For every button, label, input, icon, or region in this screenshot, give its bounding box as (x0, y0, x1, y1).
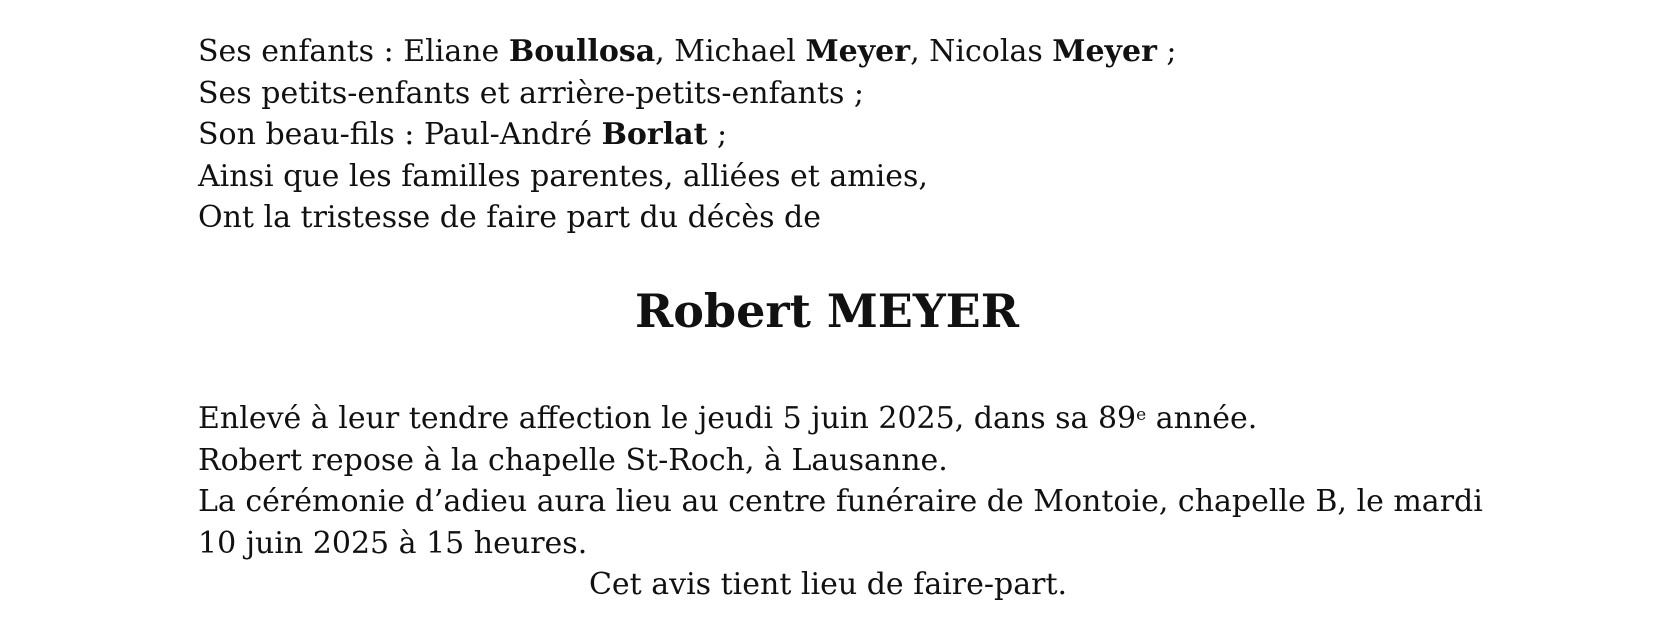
deceased-name: Robert MEYER (635, 284, 1019, 338)
soninlaw-prefix: Son beau-fils : Paul-André (198, 117, 602, 152)
closing-note: Cet avis tient lieu de faire-part. (588, 567, 1068, 602)
children-line (198, 31, 1498, 73)
soninlaw-suffix: ; (707, 117, 728, 152)
details-line-1-end: année. (1146, 401, 1258, 436)
soninlaw-line (198, 114, 1498, 156)
details-line-4: 10 juin 2025 à 15 heures. (198, 525, 588, 561)
children-suffix: ; (1156, 34, 1177, 69)
children-prefix: Ses enfants : Eliane (198, 34, 509, 69)
child3-surname: Meyer (1052, 34, 1157, 69)
details-line-2: Robert repose à la chapelle St-Roch, à Lausanne. (198, 442, 948, 478)
families-line: Ainsi que les familles parentes, alliées et amies, (198, 158, 928, 194)
child2-prefix: , Michael (655, 34, 806, 69)
ordinal-superscript: e (1136, 405, 1147, 425)
grandchildren-line: Ses petits-enfants et arrière-petits-enfants ; (198, 75, 864, 111)
details-line-3: La cérémonie d’adieu aura lieu au centre funéraire de Montoie, chapelle B, le mardi (198, 484, 1483, 519)
child3-prefix: , Nicolas (910, 34, 1053, 69)
child2-surname: Meyer (805, 34, 911, 69)
details-block (198, 398, 1498, 564)
details-line-1-text: Enlevé à leur tendre affection le jeudi 5 juin 2025, dans sa 89 (198, 401, 1137, 436)
details-line-1 (198, 398, 1498, 440)
child1-surname: Boullosa (508, 34, 656, 69)
announcement-line: Ont la tristesse de faire part du décès de (198, 200, 821, 235)
soninlaw-surname: Borlat (601, 117, 708, 152)
family-list (198, 31, 1498, 239)
